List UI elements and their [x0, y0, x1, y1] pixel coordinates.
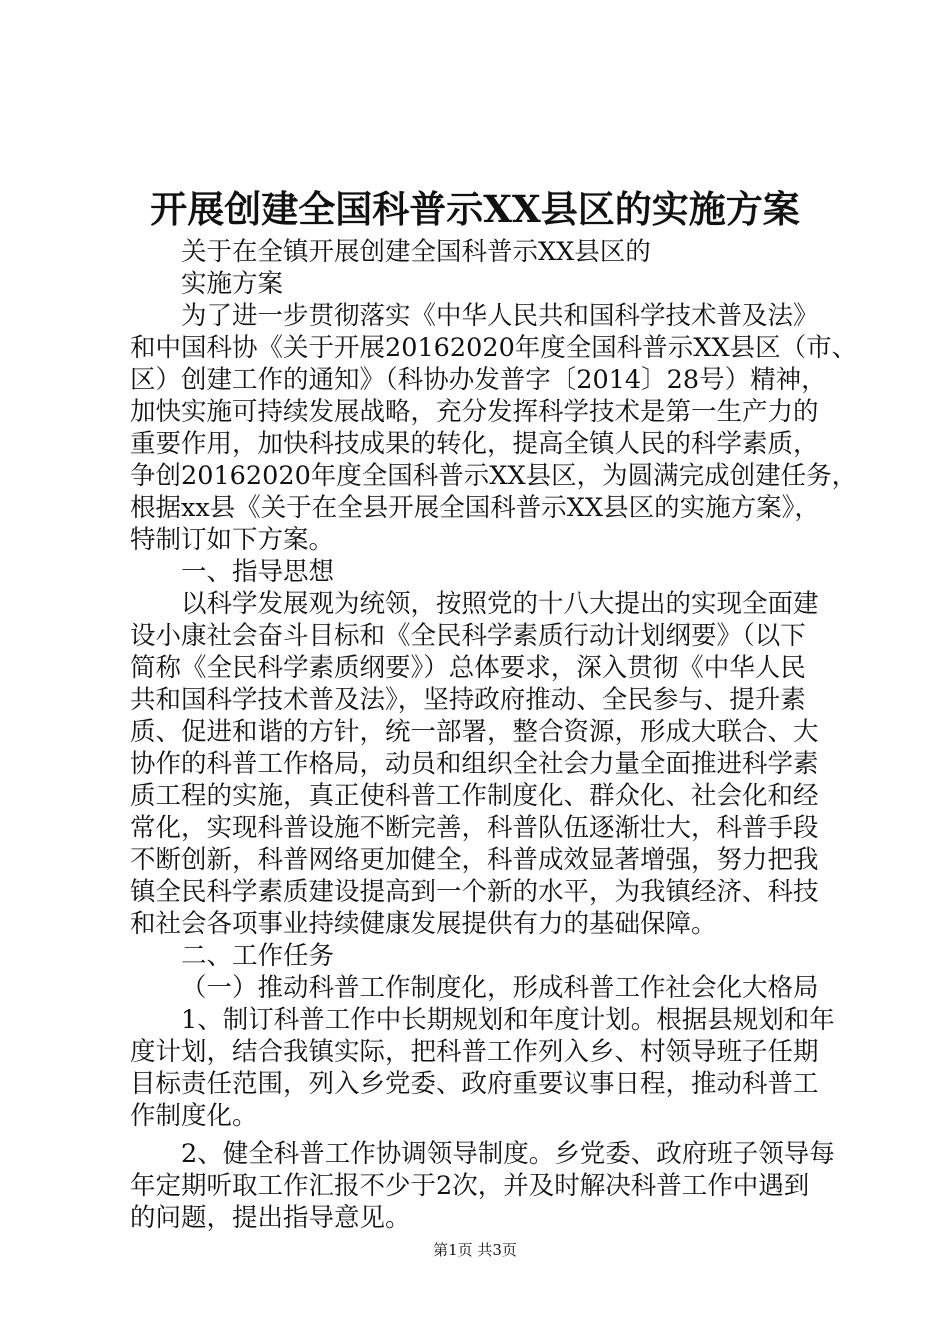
- paragraph-line: 争创20162020年度全国科普示XX县区，为圆满完成创建任务，: [130, 461, 858, 491]
- paragraph-line: 重要作用，加快科技成果的转化，提高全镇人民的科学素质，: [130, 429, 819, 459]
- paragraph-line: 区）创建工作的通知》（科协办发普字〔2014〕28号）精神，: [130, 365, 827, 395]
- paragraph-line: 度计划，结合我镇实际，把科普工作列入乡、村领导班子任期: [130, 1037, 819, 1067]
- paragraph-line: 和社会各项事业持续健康发展提供有力的基础保障。: [130, 909, 717, 939]
- document-title: 开展创建全国科普示XX县区的实施方案: [150, 187, 800, 231]
- paragraph-line: 特制订如下方案。: [130, 525, 335, 555]
- section-heading: 二、工作任务: [181, 941, 335, 971]
- paragraph-line: 为了进一步贯彻落实《中华人民共和国科学技术普及法》: [181, 301, 819, 331]
- paragraph-line: 镇全民科学素质建设提高到一个新的水平，为我镇经济、科技: [130, 877, 819, 907]
- paragraph-line: 和中国科协《关于开展20162020年度全国科普示XX县区（市、: [130, 333, 858, 363]
- paragraph-line: 年定期听取工作汇报不少于2次，并及时解决科普工作中遇到: [130, 1171, 810, 1201]
- paragraph-line: 以科学发展观为统领，按照党的十八大提出的实现全面建: [181, 589, 819, 619]
- paragraph-line: 简称《全民科学素质纲要》）总体要求，深入贯彻《中华人民: [130, 653, 806, 683]
- paragraph-line: 目标责任范围，列入乡党委、政府重要议事日程，推动科普工: [130, 1069, 819, 1099]
- paragraph-line: 协作的科普工作格局，动员和组织全社会力量全面推进科学素: [130, 749, 819, 779]
- document-body: [130, 236, 858, 1234]
- paragraph-line: 设小康社会奋斗目标和《全民科学素质行动计划纲要》（以下: [130, 621, 806, 651]
- paragraph-line: 的问题，提出指导意见。: [130, 1203, 411, 1233]
- paragraph-line: 共和国科学技术普及法》，坚持政府推动、全民参与、提升素: [130, 685, 806, 715]
- subtitle-line-2: 实施方案: [181, 269, 284, 299]
- paragraph-line: 作制度化。: [130, 1101, 258, 1131]
- paragraph-line: 不断创新，科普网络更加健全，科普成效显著增强，努力把我: [130, 845, 819, 875]
- paragraph-line: 1、制订科普工作中长期规划和年度计划。根据县规划和年: [181, 1005, 835, 1035]
- page-footer: 第1页 共3页: [433, 1241, 517, 1259]
- paragraph-line: 常化，实现科普设施不断完善，科普队伍逐渐壮大，科普手段: [130, 813, 819, 843]
- subsection-heading: （一）推动科普工作制度化，形成科普工作社会化大格局: [181, 973, 819, 1003]
- paragraph-line: 质、促进和谐的方针，统一部署，整合资源，形成大联合、大: [130, 717, 819, 747]
- paragraph-line: 2、健全科普工作协调领导制度。乡党委、政府班子领导每: [181, 1139, 835, 1169]
- subtitle-line-1: 关于在全镇开展创建全国科普示XX县区的: [181, 237, 651, 267]
- paragraph-line: 加快实施可持续发展战略，充分发挥科学技术是第一生产力的: [130, 397, 819, 427]
- paragraph-line: 质工程的实施，真正使科普工作制度化、群众化、社会化和经: [130, 781, 819, 811]
- section-heading: 一、指导思想: [181, 557, 335, 587]
- paragraph-line: 根据xx县《关于在全县开展全国科普示XX县区的实施方案》，: [130, 493, 820, 523]
